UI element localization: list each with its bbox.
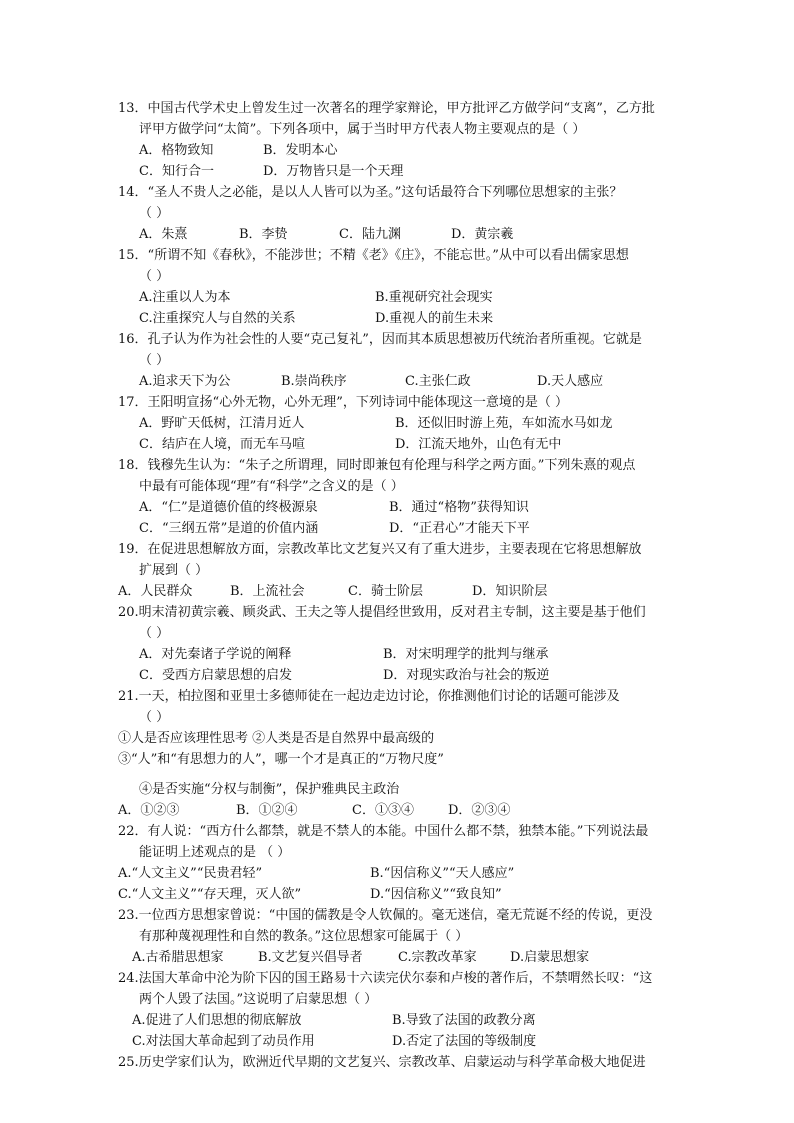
option-c[interactable]: C.宗教改革家	[398, 950, 477, 965]
option-d[interactable]: D．万物皆只是一个天理	[263, 164, 404, 179]
question-24-stem-line-2: 两个人毁了法国。”这说明了启蒙思想（ ）	[139, 992, 378, 1007]
option-b[interactable]: B.重视研究社会现实	[375, 290, 493, 305]
question-18-stem-line-2: 中最有可能体现“理”有“科学”之含义的是（ ）	[139, 479, 404, 494]
option-c[interactable]: C．受西方启蒙思想的启发	[139, 668, 292, 683]
option-b[interactable]: B．通过“格物”获得知识	[389, 500, 529, 515]
question-21-stem-line-2: （ ）	[139, 710, 170, 725]
option-d[interactable]: D．知识阶层	[472, 584, 548, 599]
option-c[interactable]: C．①③④	[352, 803, 414, 818]
option-d[interactable]: D．②③④	[448, 803, 511, 818]
question-19-stem-line-1: 19．在促进思想解放方面，宗教改革比文艺复兴又有了重大进步，主要表现在它将思想解放	[118, 542, 642, 557]
question-23-options-row-1	[132, 947, 589, 968]
question-20-stem-line-2: （ ）	[139, 626, 170, 641]
option-c[interactable]: C.“人文主义”“存天理，灭人欲”	[118, 887, 302, 902]
option-d[interactable]: D．黄宗羲	[451, 227, 514, 242]
question-20-options-row-2	[139, 665, 549, 686]
option-a[interactable]: A．①②③	[118, 803, 180, 818]
option-c[interactable]: C.对法国大革命起到了动员作用	[132, 1034, 315, 1049]
option-a[interactable]: A.注重以人为本	[139, 290, 231, 305]
option-c[interactable]: C．骑士阶层	[348, 584, 423, 599]
option-c[interactable]: C．“三纲五常”是道的价值内涵	[139, 521, 319, 536]
question-20-options-row-1	[139, 644, 549, 665]
question-19-options-row-1	[118, 581, 547, 602]
option-b[interactable]: B．①②④	[236, 803, 298, 818]
question-18-stem-line-1: 18．钱穆先生认为：“朱子之所谓理，同时即兼包有伦理与科学之两方面。”下列朱熹的观点	[118, 458, 636, 473]
question-24-options-row-2	[132, 1031, 536, 1052]
question-25-stem-line-1: 25.历史学家们认为，欧洲近代早期的文艺复兴、宗教改革、启蒙运动与科学革命极大地促进	[118, 1055, 646, 1070]
option-b[interactable]: B.文艺复兴倡导者	[258, 950, 363, 965]
option-c[interactable]: C.注重探究人与自然的关系	[139, 311, 296, 326]
option-d[interactable]: D.启蒙思想家	[510, 950, 590, 965]
question-22-options-row-2	[118, 884, 502, 905]
option-b[interactable]: B．对宋明理学的批判与继承	[383, 647, 549, 662]
option-c[interactable]: C．陆九渊	[339, 227, 401, 242]
option-a[interactable]: A．对先秦诸子学说的阐释	[139, 647, 292, 662]
question-13-stem-line-1: 13．中国古代学术史上曾发生过一次著名的理学家辩论，甲方批评乙方做学问“支离”，乙方批	[118, 101, 655, 116]
question-16-stem-line-2: （ ）	[139, 353, 170, 368]
option-a[interactable]: A.“人文主义”“民贵君轻”	[118, 866, 263, 881]
option-d[interactable]: D.否定了法国的等级制度	[392, 1034, 537, 1049]
option-b[interactable]: B.崇尚秩序	[281, 374, 347, 389]
question-21-stem-line-1: 21.一天，柏拉图和亚里士多德师徒在一起边走边讨论，你推测他们讨论的话题可能涉及	[118, 689, 620, 704]
question-14-stem-line-1: 14．“圣人不贵人之必能，是以人人皆可以为圣。”这句话最符合下列哪位思想家的主张？	[118, 185, 623, 200]
option-a[interactable]: A．“仁”是道德价值的终极源泉	[139, 500, 318, 515]
option-b[interactable]: B.导致了法国的政教分离	[392, 1013, 536, 1028]
option-d[interactable]: D．“正君心”才能天下平	[389, 521, 530, 536]
question-14-options-row-1	[139, 224, 513, 245]
question-14-stem-line-2: （ ）	[139, 206, 170, 221]
question-24-stem-line-1: 24.法国大革命中沦为阶下囚的国王路易十六读完伏尔泰和卢梭的著作后，不禁喟然长叹：“这	[118, 971, 653, 986]
option-b[interactable]: B.“因信称义”“天人感应”	[370, 866, 515, 881]
option-a[interactable]: A．野旷天低树，江清月近人	[139, 416, 305, 431]
question-15-options-row-2	[139, 308, 493, 329]
question-22-options-row-1	[118, 863, 514, 884]
question-17-options-row-1	[139, 413, 613, 434]
question-22-stem-line-2: 能证明上述观点的是 （ ）	[139, 845, 291, 860]
question-13-options-row-2	[139, 161, 403, 182]
option-b[interactable]: B．上流社会	[230, 584, 305, 599]
question-24-options-row-1	[132, 1010, 536, 1031]
option-a[interactable]: A.古希腊思想家	[132, 950, 224, 965]
option-d[interactable]: D．江流天地外，山色有无中	[395, 437, 562, 452]
question-18-options-row-1	[139, 497, 529, 518]
question-18-options-row-2	[139, 518, 530, 539]
question-21-options-row-1	[118, 800, 510, 821]
option-c[interactable]: C．结庐在人境，而无车马喧	[139, 437, 305, 452]
question-13-stem-line-2: 评甲方做学问“太简”。下列各项中，属于当时甲方代表人物主要观点的是（ ）	[139, 122, 586, 137]
question-15-stem-line-2: （ ）	[139, 269, 170, 284]
question-21-item-3: ③“人”和“有思想力的人”，哪一个才是真正的“万物尺度”	[118, 752, 444, 767]
question-20-stem-line-1: 20.明末清初黄宗羲、顾炎武、王夫之等人提倡经世致用，反对君主专制，这主要是基于他们	[118, 605, 646, 620]
question-23-stem-line-1: 23.一位西方思想家曾说：“中国的儒教是令人钦佩的。毫无迷信，毫无荒诞不经的传说，更没	[118, 908, 653, 923]
option-c[interactable]: C．知行合一	[139, 164, 214, 179]
option-a[interactable]: A.促进了人们思想的彻底解放	[132, 1013, 302, 1028]
question-16-options-row-1	[139, 371, 603, 392]
option-b[interactable]: B．李贽	[239, 227, 288, 242]
question-15-stem-line-1: 15．“所谓不知《春秋》，不能涉世；不精《老》《庄》，不能忘世。”从中可以看出儒家思想	[118, 248, 629, 263]
question-23-stem-line-2: 有那种蔑视理性和自然的教条。”这位思想家可能属于（ ）	[139, 929, 469, 944]
question-17-stem-line-1: 17．王阳明宣扬“心外无物，心外无理”，下列诗词中能体现这一意境的是（ ）	[118, 395, 568, 410]
option-b[interactable]: B．发明本心	[263, 143, 338, 158]
question-17-options-row-2	[139, 434, 561, 455]
question-16-stem-line-1: 16．孔子认为作为社会性的人要“克己复礼”，因而其本质思想被历代统治者所重视。它就是	[118, 332, 642, 347]
option-d[interactable]: D.“因信称义”“致良知”	[370, 887, 502, 902]
option-a[interactable]: A．人民群众	[118, 584, 193, 599]
option-d[interactable]: D.重视人的前生未来	[375, 311, 494, 326]
option-d[interactable]: D.天人感应	[537, 374, 604, 389]
question-21-item-4: ④是否实施“分权与制衡”，保护雅典民主政治	[139, 782, 400, 797]
option-b[interactable]: B．还似旧时游上苑，车如流水马如龙	[395, 416, 613, 431]
option-c[interactable]: C.主张仁政	[405, 374, 471, 389]
option-a[interactable]: A．格物致知	[139, 143, 214, 158]
question-22-stem-line-1: 22．有人说：“西方什么都禁，就是不禁人的本能。中国什么都不禁，独禁本能。”下列说法最	[118, 824, 649, 839]
question-13-options-row-1	[139, 140, 338, 161]
option-d[interactable]: D．对现实政治与社会的叛逆	[383, 668, 550, 683]
question-15-options-row-1	[139, 287, 493, 308]
question-19-stem-line-2: 扩展到（ ）	[139, 563, 209, 578]
question-21-item-1-2: ①人是否应该理性思考 ②人类是否是自然界中最高级的	[118, 731, 435, 746]
option-a[interactable]: A.追求天下为公	[139, 374, 231, 389]
option-a[interactable]: A．朱熹	[139, 227, 188, 242]
